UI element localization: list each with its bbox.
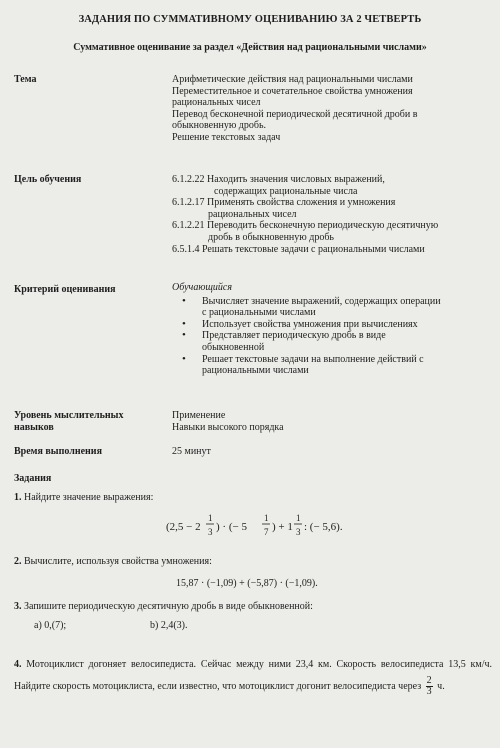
topic-line: Переместительное и сочетательное свойства умножения [172, 85, 413, 97]
topic-label: Тема [14, 74, 37, 85]
frac-denominator: 7 [264, 527, 269, 537]
task-4-fraction: $\frac{2}{3}$ [426, 675, 432, 698]
topic-value [172, 74, 492, 144]
document-title: ЗАДАНИЯ ПО СУММАТИВНОМУ ОЦЕНИВАНИЮ ЗА 2 ЧЕТВЕРТЬ [78, 14, 422, 25]
topic-line: рациональных чисел [172, 97, 261, 109]
goal-line: 6.5.1.4 Решать текстовые задачи с рациональными числами [172, 243, 425, 255]
level-label: Уровень мыслительных навыков [14, 410, 124, 433]
task-4-text: 4. Мотоциклист догоняет велосипедиста. Сейчас между ними 23,4 км. Скорость велосипедиста 13,5 км/ч. Найдите скорость мотоциклиста, если известно, что мотоциклист догонит велосипедиста через $\frac{2}{3}$ ч. [14, 659, 492, 698]
task-3-prompt: 3. Запишите периодическую десятичную дробь в виде обыкновенной: [14, 601, 313, 612]
goal-line: 6.1.2.21 Переводить бесконечную периодическую десятичную [172, 220, 439, 232]
time-value: 25 минут [172, 446, 211, 457]
frac-numerator: 1 [264, 513, 269, 523]
task-3-part-b: b) 2,4(3). [150, 620, 188, 631]
task-3-part-a: a) 0,(7); [34, 620, 67, 631]
task-2-expression: 15,87 · (−1,09) + (−5,87) · (−1,09). [176, 578, 318, 589]
topic-line: Перевод бесконечной периодической десятичной дроби в [172, 108, 418, 120]
criteria-value [172, 282, 492, 377]
criteria-item: • Использует свойства умножения при вычислениях [202, 319, 492, 331]
expr-part: (2,5 − 2 [166, 521, 201, 533]
goal-value [172, 174, 492, 255]
tasks-heading: Задания [14, 473, 52, 484]
time-label: Время выполнения [14, 446, 102, 457]
expr-part: ) · (− 5 [216, 521, 247, 533]
task-2-prompt: 2. Вычислите, используя свойства умножения: [14, 556, 212, 567]
goal-line: дробь в обыкновенную дробь [208, 231, 334, 243]
goal-label: Цель обучения [14, 174, 82, 185]
goal-line: содержащих рациональные числа [214, 185, 358, 197]
document-subtitle: Суммативное оценивание за раздел «Действия над рациональными числами» [73, 42, 427, 53]
criteria-item: • Вычисляет значение выражений, содержащих операции с рациональными числами [202, 296, 492, 319]
task-1-expression [160, 508, 360, 546]
criteria-list [172, 296, 492, 377]
criteria-label: Критерий оценивания [14, 284, 116, 295]
criteria-item: • Решает текстовые задачи на выполнение действий с рациональными числами [202, 354, 492, 377]
expr-part: : (− 5,6). [304, 521, 343, 533]
frac-numerator: 1 [296, 513, 301, 523]
topic-line: Решение текстовых задач [172, 131, 281, 143]
topic-line: обыкновенную дробь. [172, 120, 267, 132]
goal-line: 6.1.2.17 Применять свойства сложения и умножения [172, 197, 396, 209]
criteria-item: • Представляет периодическую дробь в виде обыкновенной [202, 330, 492, 353]
level-value: Применение Навыки высокого порядка [172, 410, 284, 433]
task-1-prompt: 1. Найдите значение выражения: [14, 492, 154, 503]
goal-line: рациональных чисел [208, 208, 297, 220]
frac-numerator: 1 [208, 513, 213, 523]
topic-line: Арифметические действия над рациональными числами [172, 74, 413, 85]
expr-part: ) + 1 [272, 521, 293, 533]
frac-denominator: 3 [296, 527, 301, 537]
goal-line: 6.1.2.22 Находить значения числовых выражений, [172, 174, 385, 185]
criteria-intro: Обучающийся [172, 282, 233, 293]
frac-denominator: 3 [208, 527, 213, 537]
